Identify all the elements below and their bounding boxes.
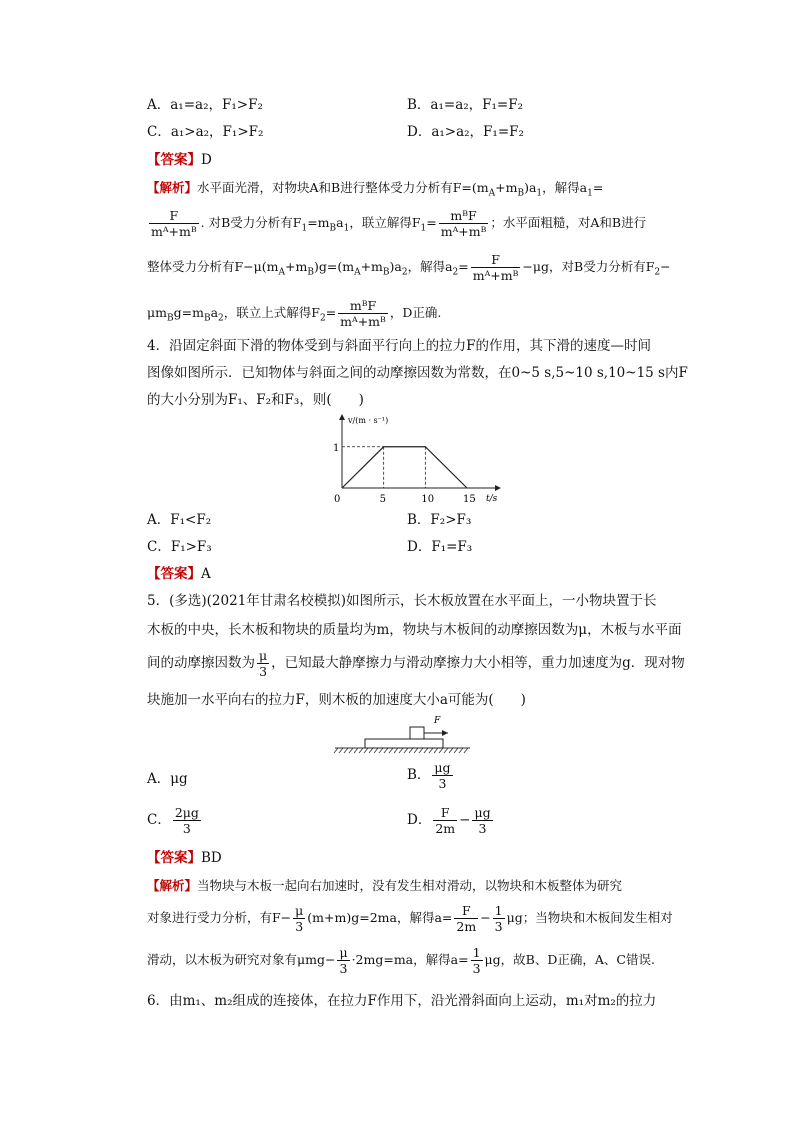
q5-analysis-line-1: 【解析】当物块与木板一起向右加速时，没有发生相对滑动，以物块和木板整体为研究: [147, 878, 623, 893]
x-tick-label: 0: [334, 494, 341, 505]
long-board: [365, 739, 443, 748]
q4-option-d: D．F₁=F₃: [407, 539, 473, 555]
hatch-mark: [414, 748, 418, 753]
fraction: $\frac{\mu}{3}$: [339, 945, 348, 976]
q5-option-b: B． $\frac{\mu g}{3}$: [407, 760, 451, 791]
answer-value: BD: [201, 850, 222, 866]
hatch-mark: [349, 748, 353, 753]
hatch-mark: [354, 748, 358, 753]
hatch-mark: [429, 748, 433, 753]
hatch-mark: [464, 748, 468, 753]
q3-analysis-line-3: 整体受力分析有$F-\mu(m_A+m_B)g=(m_A+m_B)a_2$，解得$a_2=$ $\frac{F}{\text{mᴬ+mᴮ}}$ −μg，对B受力分析有$F_2-$: [147, 252, 671, 283]
q4-option-c: C．F₁>F₃: [147, 539, 212, 555]
hatch-mark: [359, 748, 363, 753]
fraction: $\frac{\mu g}{3}$: [434, 760, 451, 791]
hatch-mark: [399, 748, 403, 753]
x-tick-label: 10: [421, 494, 435, 505]
analysis-tag: 【解析】: [147, 180, 198, 195]
q3-analysis-line-4: $\mu m_Bg=m_Ba_2$，联立上式解得$F_2=$ $\frac{\text{mᴮF}}{\text{mᴬ+mᴮ}}$ ，D正确.: [147, 298, 442, 329]
hatch-mark: [454, 748, 458, 753]
fraction: $\frac{1}{3}$: [494, 903, 503, 934]
hatch-mark: [389, 748, 393, 753]
y-tick-label: 1: [333, 442, 340, 454]
q5-option-d: D． $\frac{F}{2m}$ − $\frac{\mu g}{3}$: [407, 805, 491, 836]
small-block: [410, 727, 424, 739]
x-axis-label: t/s: [486, 494, 498, 504]
q5-option-a: A．μg: [147, 771, 188, 787]
fraction: $\frac{2\mu g}{3}$: [174, 805, 199, 836]
fraction: $\frac{\mu}{3}$: [259, 648, 268, 679]
hatch-mark: [379, 748, 383, 753]
q3-answer: [147, 150, 212, 170]
q4-option-a: A．F₁<F₂: [147, 512, 212, 528]
q6-stem-line-1: 6．由m₁、m₂组成的连接体，在拉力F作用下，沿光滑斜面向上运动，m₁对m₂的拉力: [147, 993, 657, 1009]
y-axis-label: v/(m · s⁻¹): [348, 416, 389, 425]
q4-option-b: B．F₂>F₃: [407, 512, 472, 528]
q5-stem-line-3: 间的动摩擦因数为 $\frac{\mu}{3}$ ，已知最大静摩擦力与滑动摩擦力大小相等，重力加速度为g．现对物: [147, 648, 685, 679]
y-axis-arrow: [339, 414, 345, 420]
fraction: $\frac{F}{\text{mᴬ+mᴮ}}$: [472, 252, 519, 283]
answer-tag: 【答案】: [147, 850, 201, 866]
fraction: $\frac{\text{mᴮF}}{\text{mᴬ+mᴮ}}$: [440, 208, 487, 239]
force-label: F: [434, 716, 441, 726]
arrow-head: [442, 730, 448, 736]
hatch-mark: [419, 748, 423, 753]
q3-option-a: A．a₁=a₂，F₁>F₂: [147, 97, 263, 113]
hatch-mark: [434, 748, 438, 753]
q4-stem-line-1: 4．沿固定斜面下滑的物体受到与斜面平行向上的拉力F的作用，其下滑的速度—时间: [147, 338, 651, 354]
fraction: $\frac{\text{mᴮF}}{\text{mᴬ+mᴮ}}$: [340, 298, 386, 329]
hatch-mark: [334, 748, 338, 753]
answer-tag: 【答案】: [147, 152, 201, 168]
x-tick-label: 15: [463, 494, 476, 505]
q4-answer: [147, 564, 211, 584]
q5-stem-line-4: 块施加一水平向右的拉力F，则木板的加速度大小a可能为( ): [147, 692, 526, 708]
ground-hatching: [334, 748, 470, 753]
hatch-mark: [384, 748, 388, 753]
q5-analysis-line-3: 滑动，以木板为研究对象有μmg− $\frac{\mu}{3}$ ·2mg=ma，解得a= $\frac{1}{3}$ μg，故B、D正确，A、C错误.: [147, 945, 655, 976]
fraction: $\frac{\mu g}{3}$: [474, 805, 491, 836]
hatch-mark: [449, 748, 453, 753]
velocity-series-line: [342, 447, 467, 488]
answer-value: D: [201, 152, 212, 168]
hatch-mark: [404, 748, 408, 753]
q4-stem-line-3: 的大小分别为F₁、F₂和F₃，则( ): [147, 392, 364, 408]
fraction: $\frac{F}{2m}$: [456, 903, 477, 934]
hatch-mark: [444, 748, 448, 753]
q3-option-d: D．a₁>a₂，F₁=F₂: [407, 124, 524, 140]
fraction: $\frac{F}{\text{mᴬ+mᴮ}}$: [151, 208, 197, 239]
fraction: $\frac{F}{2m}$: [435, 805, 456, 836]
fraction: $\frac{1}{3}$: [472, 945, 481, 976]
q4-stem-line-2: 图像如图所示．已知物体与斜面之间的动摩擦因数为常数，在0~5 s,5~10 s,10~15 s内F: [147, 365, 688, 381]
x-axis-arrow: [495, 485, 501, 491]
x-tick-label: 5: [379, 494, 387, 505]
hatch-mark: [339, 748, 343, 753]
q3-analysis-line-1: 【解析】水平面光滑，对物块A和B进行整体受力分析有$F=(m_A+m_B)a_1$，解得$a_1=$: [147, 180, 604, 199]
q5-stem-line-2: 木板的中央，长木板和物块的质量均为m，物块与木板间的动摩擦因数为μ，木板与水平面: [147, 622, 682, 638]
q5-stem-line-1: 5．(多选)(2021年甘肃名校模拟)如图所示，长木板放置在水平面上，一小物块置于长: [147, 593, 657, 609]
hatch-mark: [364, 748, 368, 753]
q3-option-c: C．a₁>a₂，F₁>F₂: [147, 124, 264, 140]
analysis-tag: 【解析】: [147, 878, 198, 893]
q5-analysis-line-2: 对象进行受力分析，有F− $\frac{\mu}{3}$ (m+m)g=2ma，解得a= $\frac{F}{2m}$ − $\frac{1}{3}$ μg；当物块和木板间发生相对: [147, 903, 673, 934]
fraction: $\frac{\mu}{3}$: [295, 903, 304, 934]
answer-value: A: [201, 566, 211, 582]
answer-tag: 【答案】: [147, 566, 201, 582]
hatch-mark: [394, 748, 398, 753]
hatch-mark: [424, 748, 428, 753]
hatch-mark: [374, 748, 378, 753]
q5-answer: [147, 848, 222, 868]
hatch-mark: [409, 748, 413, 753]
velocity-time-chart: [325, 412, 505, 507]
board-block-figure: [330, 710, 475, 755]
q5-option-c: C． $\frac{2\mu g}{3}$: [147, 805, 199, 836]
hatch-mark: [459, 748, 463, 753]
hatch-mark: [439, 748, 443, 753]
hatch-mark: [369, 748, 373, 753]
q3-analysis-line-2: $\frac{F}{\text{mᴬ+mᴮ}}$ . 对B受力分析有$F_1=m_Ba_1$，联立解得$F_1=$ $\frac{\text{mᴮF}}{\text{mᴬ+mᴮ}}$ ；水平面粗糙，对A和B进行: [151, 208, 647, 239]
q3-option-b: B．a₁=a₂，F₁=F₂: [407, 97, 524, 113]
hatch-mark: [344, 748, 348, 753]
